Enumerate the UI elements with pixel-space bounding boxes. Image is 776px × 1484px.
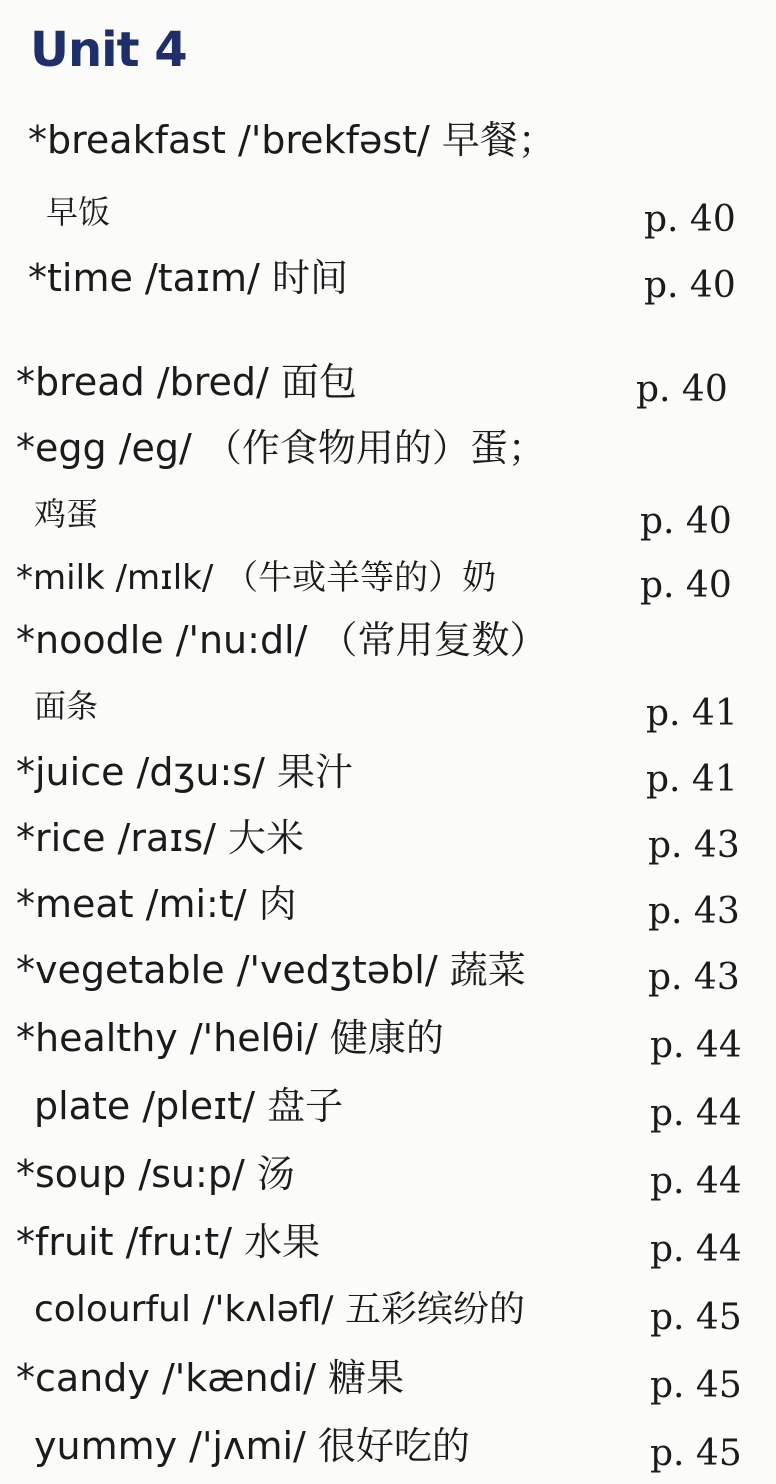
vocab-entry: *healthy /'helθi/ 健康的 bbox=[16, 1016, 444, 1060]
vocab-line bbox=[0, 1350, 776, 1406]
vocab-entry: *vegetable /'vedʒtəbl/ 蔬菜 bbox=[16, 948, 526, 992]
vocab-entry: *noodle /'nu:dl/ （常用复数） bbox=[16, 618, 548, 662]
vocab-entry: *juice /dʒu:s/ 果汁 bbox=[16, 750, 353, 794]
vocab-line bbox=[0, 942, 776, 998]
page-ref: p. 43 bbox=[648, 891, 740, 932]
vocab-entry: plate /pleɪt/ 盘子 bbox=[34, 1084, 344, 1128]
page-ref: p. 43 bbox=[648, 957, 740, 998]
vocab-entry: 鸡蛋 bbox=[34, 495, 99, 533]
vocab-line bbox=[0, 184, 776, 240]
vocab-line bbox=[0, 612, 776, 668]
vocab-line bbox=[0, 550, 776, 606]
vocab-line bbox=[0, 486, 776, 542]
vocab-entry: 面条 bbox=[34, 687, 99, 725]
page-ref: p. 41 bbox=[646, 693, 738, 734]
vocab-entry: colourful /'kʌləfl/ 五彩缤纷的 bbox=[34, 1289, 525, 1330]
vocab-line bbox=[0, 1010, 776, 1066]
vocab-line bbox=[0, 1214, 776, 1270]
vocab-line bbox=[0, 420, 776, 476]
vocab-entry: *time /taɪm/ 时间 bbox=[28, 256, 348, 300]
vocab-entry: *rice /raɪs/ 大米 bbox=[16, 816, 305, 860]
page-ref: p. 44 bbox=[650, 1229, 742, 1270]
vocab-entry: *fruit /fru:t/ 水果 bbox=[16, 1220, 321, 1264]
vocab-entry: *egg /eg/ （作食物用的）蛋； bbox=[16, 426, 546, 470]
vocab-line bbox=[0, 678, 776, 734]
page-ref: p. 40 bbox=[640, 501, 732, 542]
vocab-entry: *milk /mɪlk/ （牛或羊等的）奶 bbox=[16, 558, 497, 598]
vocab-entry: *bread /bred/ 面包 bbox=[16, 360, 357, 404]
page-ref: p. 40 bbox=[644, 265, 736, 306]
unit-title: Unit 4 bbox=[30, 22, 187, 78]
page-ref: p. 44 bbox=[650, 1161, 742, 1202]
vocab-entry: *candy /'kændi/ 糖果 bbox=[16, 1356, 405, 1400]
page-ref: p. 45 bbox=[650, 1433, 742, 1474]
page-ref: p. 40 bbox=[636, 369, 728, 410]
vocab-line bbox=[0, 112, 776, 168]
vocab-entry: *meat /mi:t/ 肉 bbox=[16, 882, 297, 926]
vocab-line bbox=[0, 1418, 776, 1474]
vocab-line bbox=[0, 810, 776, 866]
page-ref: p. 43 bbox=[648, 825, 740, 866]
vocab-line bbox=[0, 1078, 776, 1134]
vocab-entry: yummy /'jʌmi/ 很好吃的 bbox=[34, 1424, 470, 1468]
vocab-line bbox=[0, 250, 776, 306]
vocab-line bbox=[0, 876, 776, 932]
page-ref: p. 44 bbox=[650, 1025, 742, 1066]
page-ref: p. 40 bbox=[640, 565, 732, 606]
vocab-line bbox=[0, 744, 776, 800]
page-ref: p. 40 bbox=[644, 199, 736, 240]
vocab-line bbox=[0, 1282, 776, 1338]
vocab-entry: *breakfast /'brekfəst/ 早餐； bbox=[28, 118, 556, 162]
vocab-line bbox=[0, 1146, 776, 1202]
vocab-entry: *soup /su:p/ 汤 bbox=[16, 1152, 295, 1196]
vocab-entry: 早饭 bbox=[46, 193, 111, 231]
page-ref: p. 45 bbox=[650, 1365, 742, 1406]
page-ref: p. 41 bbox=[646, 759, 738, 800]
page-ref: p. 45 bbox=[650, 1297, 742, 1338]
vocab-line bbox=[0, 354, 776, 410]
page-ref: p. 44 bbox=[650, 1093, 742, 1134]
